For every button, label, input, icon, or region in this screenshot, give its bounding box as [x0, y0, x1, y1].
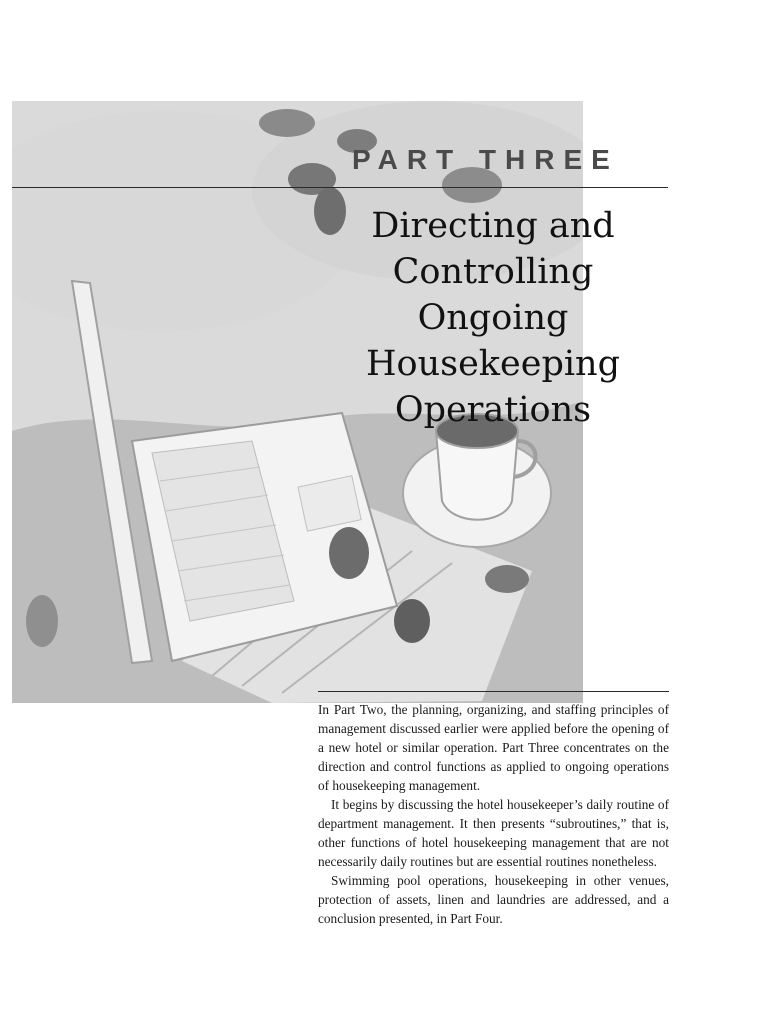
title-line: Directing and [371, 206, 615, 246]
rose-petal [485, 565, 529, 593]
intro-paragraph: In Part Two, the planning, organizing, and staffing principles of management discussed earlier were applied before the opening of a new hotel or similar operation. Part Three concentrates on the direction and control functions as applied to ongoing operations of housekeeping management. [318, 702, 669, 793]
title-line: Controlling [392, 252, 594, 292]
rose-petal [259, 109, 315, 137]
title-line: Ongoing [417, 298, 569, 338]
rose-petal [329, 527, 369, 579]
intro-paragraph: It begins by discussing the hotel housekeeper’s daily routine of department management. It then presents “subroutines,” that is, other functions of hotel housekeeping management that are not necessarily daily routines but are essential routines nonetheless. [318, 797, 669, 869]
title-line: Housekeeping [366, 344, 620, 384]
title-line: Operations [394, 390, 592, 430]
intro-paragraph: Swimming pool operations, housekeeping in other venues, protection of assets, linen and laundries are addressed, and a conclusion presented, in Part Four. [318, 873, 669, 926]
rose-petal [26, 595, 58, 647]
part-label: PART THREE [352, 144, 619, 175]
intro-text [318, 700, 669, 928]
part-title [340, 203, 646, 433]
top-rule [12, 187, 668, 188]
rose-petal [394, 599, 430, 643]
bottom-rule [318, 691, 669, 692]
